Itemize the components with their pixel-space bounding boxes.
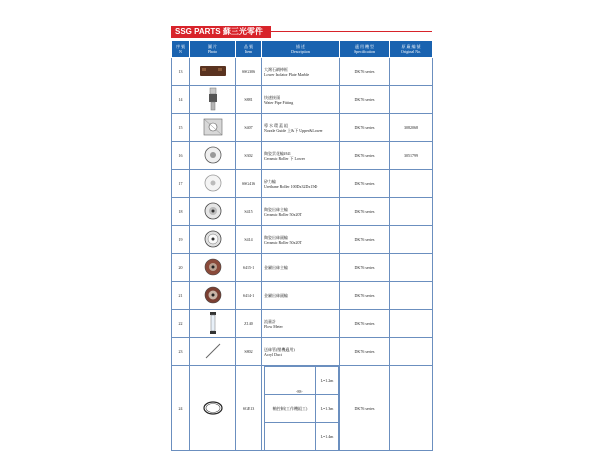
row-number-cell [172,198,190,226]
table-row [172,58,433,86]
row-number: 13 [178,69,183,74]
specification: DK76 series [354,125,375,130]
description-cell [262,338,340,366]
flow-meter-icon [208,311,218,336]
row-number-cell [172,86,190,114]
description-cell [262,366,340,451]
description-zh: 陶瓷出絲主輪 [264,206,288,212]
ceramic-roller-icon [203,145,223,166]
item-code: S415-1 [242,265,255,270]
item-code: SSG416 [241,181,256,186]
original-number-cell [390,282,433,310]
row-number: 24 [178,405,183,411]
table-row [172,170,433,198]
item-code-cell [236,226,262,254]
item-code: S415 [244,209,253,214]
description-en: Nozzle Guide 上&下 Upper&Lower [264,127,323,133]
column-header-en: Item [244,49,253,54]
column-header [172,41,190,58]
row-number: 14 [178,97,183,102]
specification: DK76 series [354,153,375,158]
description-cell [262,114,340,142]
length-option: L=1.2m [316,367,339,395]
item-code: SSG306 [241,69,256,74]
photo-cell [190,282,236,310]
description-en: Ceramic Roller 50x20T [264,211,302,217]
item-code: S414-1 [242,293,255,298]
specification-cell [340,58,390,86]
length-options [264,366,339,450]
specification-cell [340,282,390,310]
item-code-cell [236,254,262,282]
description-zh: 陶瓷雲花輪Ø41 [264,150,291,156]
row-number: 15 [178,125,183,130]
row-number-cell [172,338,190,366]
item-code-cell [236,338,262,366]
column-header-en: Original No. [400,49,422,54]
specification-cell [340,226,390,254]
specification-cell [340,170,390,198]
item-code-cell [236,170,262,198]
description-zh: 陶瓷出絲副輪 [264,234,288,240]
original-number-cell [390,58,433,86]
row-number-cell [172,58,190,86]
row-number-cell [172,114,190,142]
original-number-cell [390,338,433,366]
table-header-row [172,41,433,58]
description-cell [262,282,340,310]
column-header [262,41,340,58]
description-en: Flow Meter [264,323,283,329]
description-zh [265,367,316,395]
photo-cell [190,226,236,254]
table-row [172,114,433,142]
pipe-fitting-icon [206,87,220,112]
item-code-cell [236,142,262,170]
specification-cell [340,338,390,366]
item-code: SGE13 [242,405,255,411]
original-number-cell [390,86,433,114]
table-row [172,86,433,114]
specification: DK76 series [354,321,375,326]
column-header-zh: 原 廠 編 號 [401,44,421,49]
description-cell [262,198,340,226]
length-option-row [265,395,339,423]
specification-cell [340,142,390,170]
table-row [172,142,433,170]
length-option-row [265,423,339,451]
description-cell [262,86,340,114]
item-code: S414 [244,237,253,242]
photo-cell [190,58,236,86]
table-row [172,226,433,254]
urethane-roller-icon [203,173,223,194]
specification: DK76 series [354,405,375,411]
item-code: Z140 [244,321,253,326]
ceramic-main-roller-icon [203,201,223,222]
item-code-cell [236,310,262,338]
description-en: Acryl Duct [264,351,282,357]
specification-cell [340,366,390,451]
item-code-cell [236,86,262,114]
row-number-cell [172,226,190,254]
specification-cell [340,198,390,226]
original-number-cell [390,310,433,338]
description-cell [262,142,340,170]
item-code: S881 [244,97,253,102]
photo-cell [190,338,236,366]
item-code-cell [236,366,262,451]
original-number-cell [390,170,433,198]
column-header-zh: 序 號 [176,44,185,49]
photo-cell [190,254,236,282]
description-zh: 金屬出絲主輪 [264,265,288,270]
description-zh: 大灣石網棒框 [264,66,288,72]
row-number: 18 [178,209,183,214]
specification: DK76 series [354,97,375,102]
description-cell [262,310,340,338]
item-code-cell [236,58,262,86]
description-zh: 金屬出絲副輪 [264,293,288,298]
photo-cell [190,86,236,114]
description-zh: 快速接頭 [264,94,280,100]
description-en: Urethane Roller 100Dx32Dx15Φ [264,183,318,189]
row-number: 20 [178,265,183,270]
column-header-en: Description [291,49,310,54]
row-number: 16 [178,153,183,158]
specification: DK76 series [354,349,375,354]
row-number-cell [172,170,190,198]
column-header-en: Photo [207,49,218,54]
column-header [190,41,236,58]
column-header [340,41,390,58]
column-header [390,41,433,58]
column-header [236,41,262,58]
acryl-duct-icon [203,341,223,362]
photo-cell [190,142,236,170]
table-row [172,310,433,338]
original-number: 3082068 [404,125,418,130]
description-en: Lower Isolator Plate Marble [264,71,310,77]
specification: DK76 series [354,293,375,298]
row-number-cell [172,142,190,170]
column-header-zh: 品 號 [244,44,253,49]
description-en: Ceramic Roller 下 Lower [264,155,305,161]
description-cell [262,254,340,282]
row-number-cell [172,282,190,310]
page-number: -88- [296,389,303,394]
row-number: 23 [178,349,183,354]
specification: DK76 series [354,181,375,186]
column-header-en: N [179,49,182,54]
table-row [172,338,433,366]
specification-cell [340,310,390,338]
description-zh [265,423,316,451]
description-zh: 導 水 環 蓋 組 [264,122,288,128]
original-number-cell [390,366,433,451]
table-row [172,366,433,451]
specification-cell [340,114,390,142]
description-zh: 軸控制(工作機組工) [265,395,316,423]
photo-cell [190,366,236,451]
description-en: Ceramic Roller 50x20T [264,239,302,245]
ceramic-aux-roller-icon [203,229,223,250]
description-zh: 矽力輪 [264,178,276,184]
description-en: Water Pipe Fitting [264,99,294,105]
metal-main-roller-icon [203,257,223,278]
photo-cell [190,114,236,142]
specification: DK76 series [354,209,375,214]
description-cell [262,58,340,86]
original-number-cell [390,254,433,282]
item-code-cell [236,114,262,142]
marble-plate-icon [198,64,228,79]
description-zh: 送絲管(壓機適用) [264,346,295,352]
section-banner: SSG PARTS 蘇三光零件 [171,26,271,38]
row-number-cell [172,254,190,282]
row-number-cell [172,310,190,338]
description-cell [262,170,340,198]
row-number-cell [172,366,190,451]
cable-coil-icon [201,398,225,419]
length-option: L=1.4m [316,423,339,451]
column-header-zh: 描 述 [296,44,305,49]
photo-cell [190,170,236,198]
length-option: L=1.3m [316,395,339,423]
row-number: 22 [178,321,183,326]
item-code-cell [236,282,262,310]
column-header-en: Specification [353,49,376,54]
original-number-cell [390,198,433,226]
photo-cell [190,310,236,338]
row-number: 17 [178,181,183,186]
nozzle-guide-icon [202,117,224,138]
banner-rule [271,31,432,32]
table-row [172,198,433,226]
specification: DK76 series [354,237,375,242]
item-code-cell [236,198,262,226]
specification-cell [340,254,390,282]
item-code: S302 [244,153,253,158]
description-zh: 流量計 [264,318,276,324]
specification-cell [340,86,390,114]
specification: DK76 series [354,265,375,270]
column-header-zh: 圖 片 [208,44,217,49]
row-number: 19 [178,237,183,242]
original-number-cell [390,114,433,142]
item-code: S407 [244,125,253,130]
original-number-cell [390,226,433,254]
description-cell [262,226,340,254]
item-code: S802 [244,349,253,354]
table-row [172,282,433,310]
table-row [172,254,433,282]
original-number: 3051799 [404,153,418,158]
column-header-zh: 適 用 機 型 [355,44,374,49]
original-number-cell [390,142,433,170]
photo-cell [190,198,236,226]
specification: DK76 series [354,69,375,74]
metal-aux-roller-icon [203,285,223,306]
row-number: 21 [178,293,183,298]
